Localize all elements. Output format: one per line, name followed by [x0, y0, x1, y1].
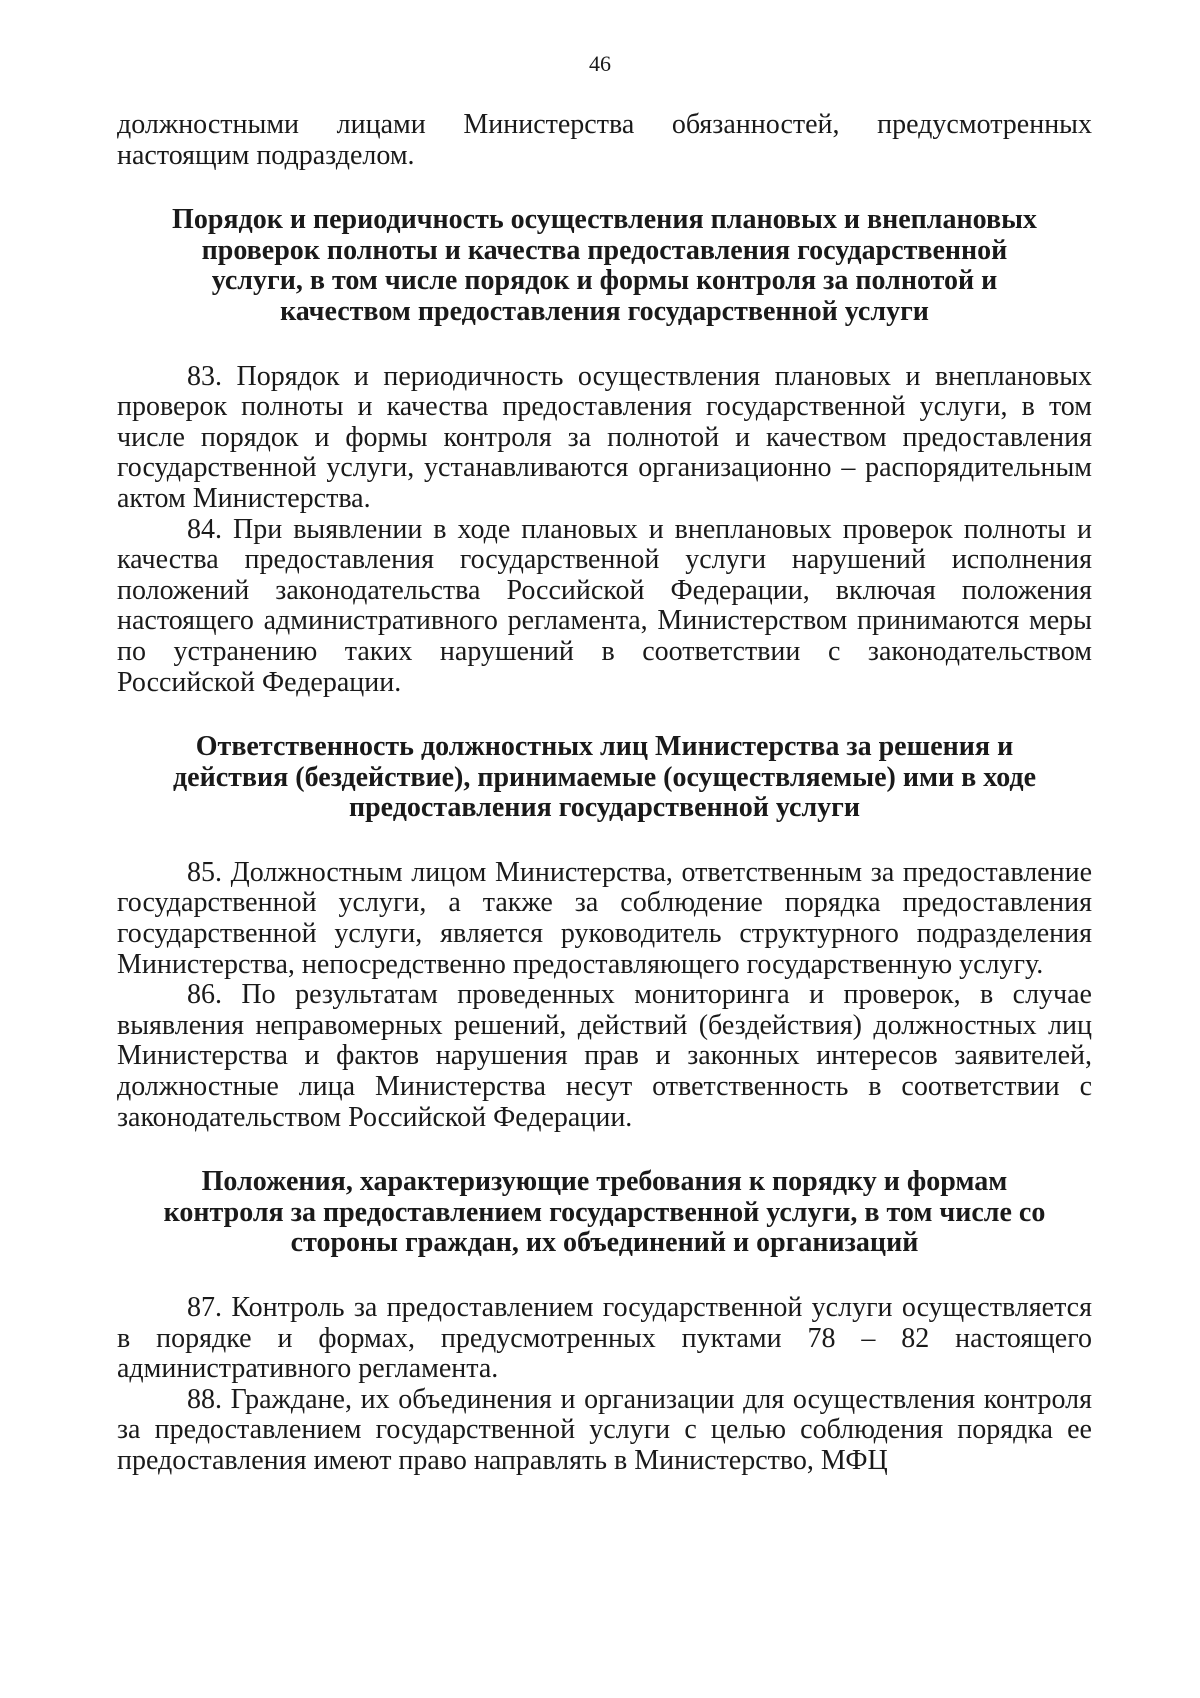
section-heading-inspections: Порядок и периодичность осуществления плановых и внеплановых проверок полноты и качества предоставления государственной услуги, в том числе порядок и формы контроля за полнотой и качеством предоставления государственной услуги [172, 204, 1037, 327]
paragraph-84: 84. При выявлении в ходе плановых и внеплановых проверок полноты и качества предоставления государственной услуги нарушений исполнения положений законодательства Российской Федерации, включая положения настоящего административного регламента, Министерством принимаются меры по устранению таких нарушений в соответствии с законодательством Российской Федерации. [117, 513, 1092, 698]
section-heading-responsibility: Ответственность должностных лиц Министерства за решения и действия (бездействие), принимаемые (осуществляемые) ими в ходе предоставления государственной услуги [173, 731, 1036, 824]
section-heading-control-forms: Положения, характеризующие требования к порядку и формам контроля за предоставлением государственной услуги, в том числе со стороны граждан, их объединений и организаций [163, 1166, 1046, 1259]
paragraph-83: 83. Порядок и периодичность осуществления плановых и внеплановых проверок полноты и качества предоставления государственной услуги, в том числе порядок и формы контроля за полнотой и качеством предоставления государственной услуги, устанавливаются организационно – распорядительным актом Министерства. [117, 360, 1092, 514]
document-body [117, 110, 1092, 1477]
paragraph-85: 85. Должностным лицом Министерства, ответственным за предоставление государственной услуги, а также за соблюдение порядка предоставления государственной услуги, является руководитель структурного подразделения Министерства, непосредственно предоставляющего государственную услугу. [117, 856, 1092, 980]
page-number: 46 [589, 51, 611, 76]
paragraph-continuation: должностными лицами Министерства обязанностей, предусмотренных настоящим подразделом. [117, 109, 1092, 171]
paragraph-86: 86. По результатам проведенных мониторинга и проверок, в случае выявления неправомерных решений, действий (бездействия) должностных лиц Министерства и фактов нарушения прав и законных интересов заявителей, должностные лица Министерства несут ответственность в соответствии с законодательством Российской Федерации. [117, 979, 1092, 1133]
paragraph-87: 87. Контроль за предоставлением государственной услуги осуществляется в порядке и формах, предусмотренных пуктами 78 – 82 настоящего административного регламента. [117, 1292, 1092, 1385]
paragraph-88: 88. Граждане, их объединения и организации для осуществления контроля за предоставлением государственной услуги с целью соблюдения порядка ее предоставления имеют право направлять в Министерство, МФЦ [117, 1383, 1092, 1476]
